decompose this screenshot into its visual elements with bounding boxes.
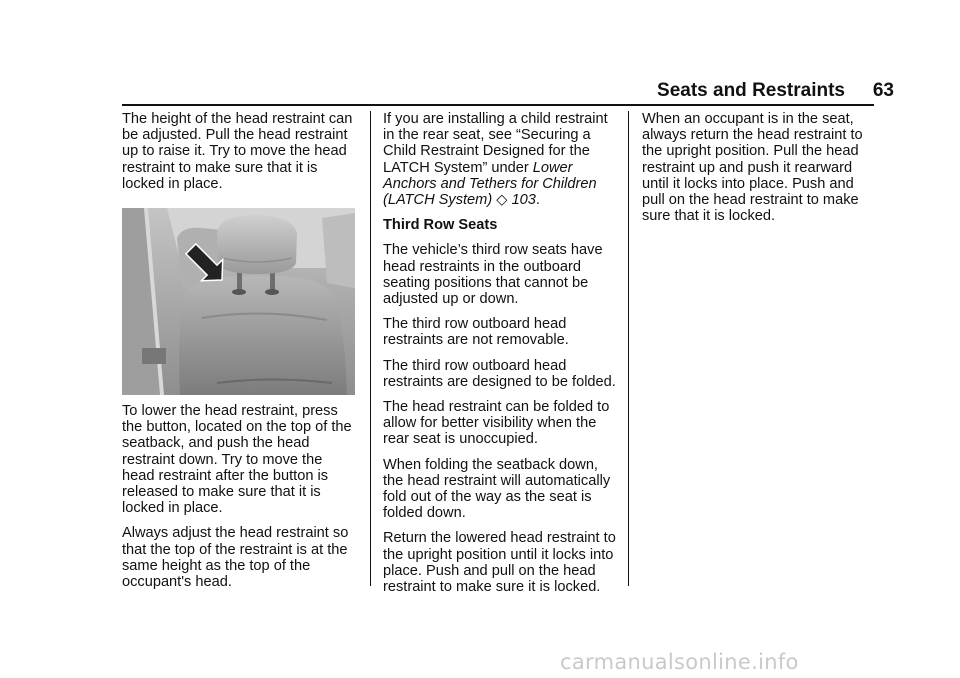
column-1-lower: [122, 403, 357, 599]
paragraph: Return the lowered head restraint to the upright position until it locks into place. Push and pull on the head restraint to make sure it is locked.: [383, 530, 616, 596]
paragraph: The third row outboard head restraints are not removable.: [383, 316, 569, 349]
paragraph: When folding the seatback down, the head restraint will automatically fold out of the way as the seat is folded down.: [383, 456, 611, 522]
column-divider: [628, 111, 629, 586]
page-header: [0, 80, 960, 102]
subheading: Third Row Seats: [383, 217, 498, 234]
paragraph: The head restraint can be folded to allow for better visibility when the rear seat is unoccupied.: [383, 399, 610, 448]
cross-reference-link[interactable]: Lower Anchors and Tethers for Children (LATCH System): [383, 159, 597, 209]
paragraph: To lower the head restraint, press the button, located on the top of the seatback, and push the head restraint down. Try to move the head restraint after the button is released to make sure that it is locked in place.: [122, 403, 352, 517]
watermark: carmanualsonline.info: [560, 650, 799, 674]
column-3: [642, 111, 877, 233]
paragraph: The third row outboard head restraints are designed to be folded.: [383, 357, 616, 390]
paragraph: When an occupant is in the seat, always return the head restraint to the upright position. Pull the head restraint up and push it rearward until it locks into place. Push and pull on the head restraint to make sure that it is locked.: [642, 111, 863, 225]
paragraph: The vehicle’s third row seats have head restraints in the outboard seating positions that cannot be adjusted up or down.: [383, 242, 603, 308]
column-divider: [370, 111, 371, 586]
column-1: [122, 111, 357, 201]
page-number: 63: [872, 80, 894, 101]
section-title: Seats and Restraints: [657, 80, 845, 101]
page-ref-number[interactable]: 103: [511, 192, 536, 209]
paragraph: Always adjust the head restraint so that the top of the restraint is at the same height as the top of the occupant's head.: [122, 525, 349, 591]
page-ref-icon: ◇: [496, 192, 508, 209]
head-restraint-photo: [122, 208, 355, 395]
paragraph: The height of the head restraint can be adjusted. Pull the head restraint up to raise it. Try to move the head restraint to make sure that it is locked in place.: [122, 111, 353, 192]
column-2: [383, 111, 618, 604]
paragraph: If you are installing a child restraint in the rear seat, see “Securing a Child Restraint Designed for the LATCH System” under Lower Anchors and Tethers for Children (LATCH System) ◇ 103.: [383, 111, 608, 209]
header-rule: [122, 104, 874, 106]
